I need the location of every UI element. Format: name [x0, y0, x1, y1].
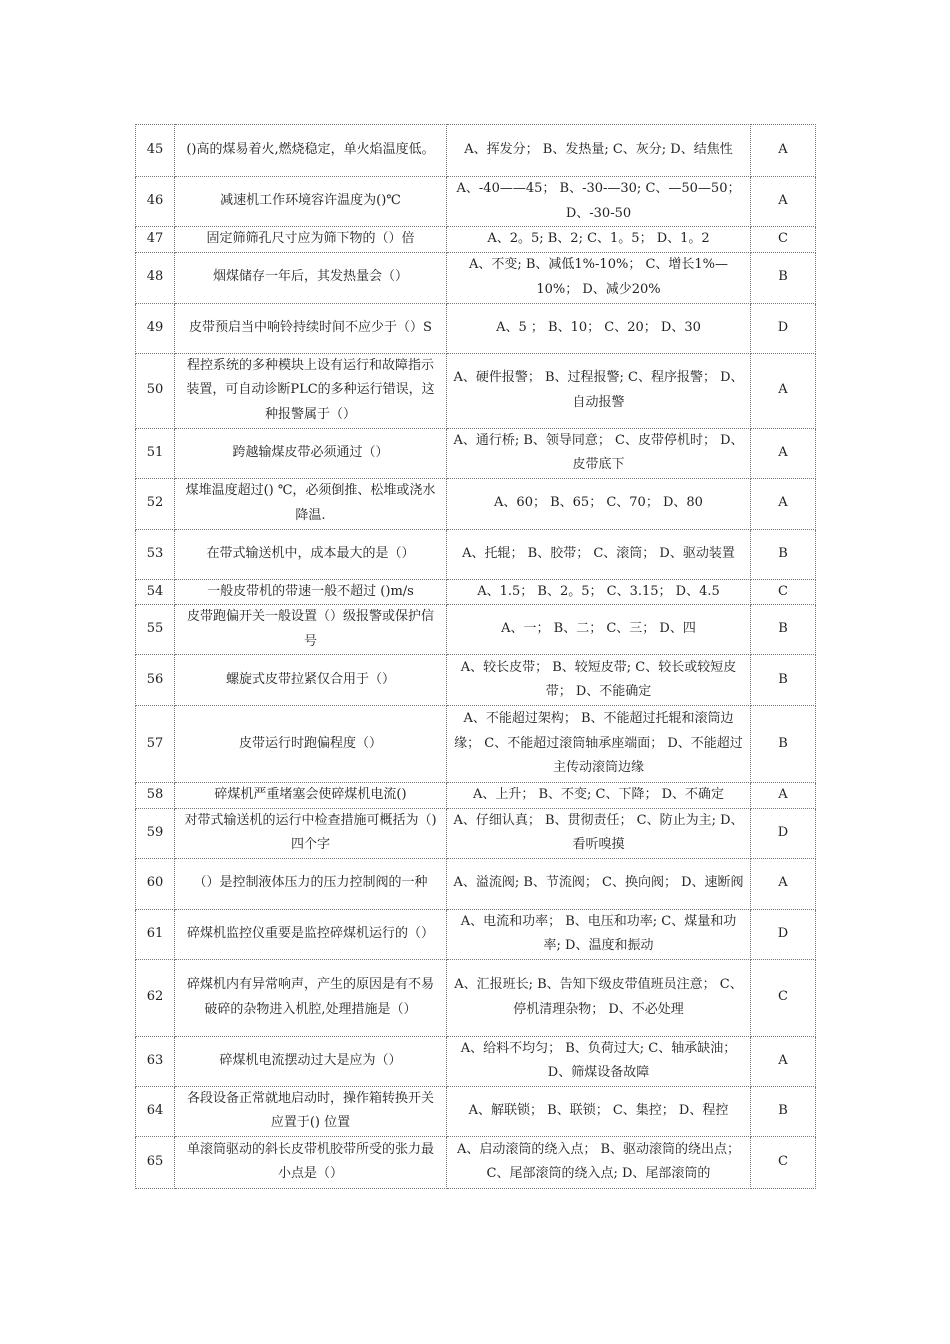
table-row — [136, 1086, 816, 1136]
question-text: 螺旋式皮带拉紧仅合用于（） — [175, 655, 447, 706]
question-number: 45 — [136, 125, 175, 177]
answer-options: A、仔细认真； B、贯彻责任； C、防止为主; D、看听嗅摸 — [447, 808, 751, 858]
correct-answer: B — [751, 605, 816, 655]
correct-answer: B — [751, 529, 816, 579]
correct-answer: D — [751, 808, 816, 858]
answer-options: A、上升； B、不变; C、下降； D、不确定 — [447, 783, 751, 809]
correct-answer: B — [751, 1086, 816, 1136]
correct-answer: A — [751, 125, 816, 177]
question-text: 单滚筒驱动的斜长皮带机胶带所受的张力最小点是（） — [175, 1136, 447, 1188]
question-number: 50 — [136, 353, 175, 428]
answer-options: A、5 ； B、10； C、20； D、30 — [447, 303, 751, 353]
question-text: 对带式输送机的运行中检查措施可概括为（)四个字 — [175, 808, 447, 858]
answer-options: A、不变; B、减低1%-10%； C、增长1%—10%； D、减少20% — [447, 252, 751, 303]
table-row — [136, 579, 816, 605]
question-text: 各段设备正常就地启动时，操作箱转换开关应置于() 位置 — [175, 1086, 447, 1136]
question-text: 煤堆温度超过() ℃，必须倒推、松堆或浇水降温. — [175, 478, 447, 529]
question-number: 47 — [136, 227, 175, 253]
correct-answer: A — [751, 783, 816, 809]
correct-answer: A — [751, 858, 816, 909]
question-number: 61 — [136, 909, 175, 959]
question-text: 烟煤储存一年后，其发热量会（） — [175, 252, 447, 303]
table-row — [136, 125, 816, 177]
table-row — [136, 428, 816, 478]
correct-answer: C — [751, 227, 816, 253]
table-row — [136, 655, 816, 706]
question-number: 60 — [136, 858, 175, 909]
table-row — [136, 1136, 816, 1188]
question-number: 48 — [136, 252, 175, 303]
table-row — [136, 529, 816, 579]
table-body — [136, 125, 816, 1189]
table-row — [136, 858, 816, 909]
question-number: 59 — [136, 808, 175, 858]
question-number: 57 — [136, 706, 175, 783]
table-row — [136, 353, 816, 428]
question-text: 碎煤机电流摆动过大是应为（） — [175, 1036, 447, 1086]
correct-answer: A — [751, 1036, 816, 1086]
question-text: 减速机工作环境容许温度为()℃ — [175, 177, 447, 227]
table-row — [136, 808, 816, 858]
answer-options: A、挥发分； B、发热量; C、灰分; D、结焦性 — [447, 125, 751, 177]
question-text: 皮带预启当中响铃持续时间不应少于（）S — [175, 303, 447, 353]
question-table — [135, 124, 816, 1189]
answer-options: A、不能超过架构； B、不能超过托辊和滚筒边缘； C、不能超过滚筒轴承座端面； D、不能超过主传动滚筒边缘 — [447, 706, 751, 783]
answer-options: A、较长皮带； B、较短皮带; C、较长或较短皮带； D、不能确定 — [447, 655, 751, 706]
correct-answer: C — [751, 959, 816, 1036]
question-text: 碎煤机监控仪重要是监控碎煤机运行的（） — [175, 909, 447, 959]
table-row — [136, 605, 816, 655]
question-number: 52 — [136, 478, 175, 529]
table-row — [136, 909, 816, 959]
question-text: 皮带运行时跑偏程度（） — [175, 706, 447, 783]
question-number: 62 — [136, 959, 175, 1036]
correct-answer: D — [751, 303, 816, 353]
correct-answer: A — [751, 353, 816, 428]
question-number: 65 — [136, 1136, 175, 1188]
question-text: ()高的煤易着火,燃烧稳定，单火焰温度低。 — [175, 125, 447, 177]
answer-options: A、通行桥; B、领导同意； C、皮带停机时； D、皮带底下 — [447, 428, 751, 478]
correct-answer: B — [751, 252, 816, 303]
question-number: 51 — [136, 428, 175, 478]
question-number: 64 — [136, 1086, 175, 1136]
answer-options: A、-40——45； B、-30-—30; C、—50—50； D、-30-50 — [447, 177, 751, 227]
answer-options: A、电流和功率； B、电压和功率; C、煤量和功率; D、温度和振动 — [447, 909, 751, 959]
question-number: 55 — [136, 605, 175, 655]
answer-options: A、硬件报警； B、过程报警; C、程序报警； D、自动报警 — [447, 353, 751, 428]
question-text: 碎煤机内有异常响声，产生的原因是有不易破碎的杂物进入机腔,处理措施是（） — [175, 959, 447, 1036]
question-text: （）是控制液体压力的压力控制阀的一种 — [175, 858, 447, 909]
question-number: 56 — [136, 655, 175, 706]
correct-answer: C — [751, 579, 816, 605]
question-text: 在带式输送机中，成本最大的是（） — [175, 529, 447, 579]
answer-options: A、1.5； B、2。5； C、3.15； D、4.5 — [447, 579, 751, 605]
answer-options: A、一； B、二； C、三； D、四 — [447, 605, 751, 655]
table-row — [136, 478, 816, 529]
table-row — [136, 783, 816, 809]
table-row — [136, 177, 816, 227]
correct-answer: A — [751, 177, 816, 227]
table-row — [136, 959, 816, 1036]
table-row — [136, 1036, 816, 1086]
table-row — [136, 303, 816, 353]
answer-options: A、溢流阀; B、节流阀； C、换向阀； D、速断阀 — [447, 858, 751, 909]
table-row — [136, 252, 816, 303]
question-number: 46 — [136, 177, 175, 227]
answer-options: A、60； B、65； C、70； D、80 — [447, 478, 751, 529]
answer-options: A、汇报班长; B、告知下级皮带值班员注意； C、停机清理杂物； D、不必处理 — [447, 959, 751, 1036]
table-row — [136, 227, 816, 253]
answer-options: A、启动滚筒的绕入点； B、驱动滚筒的绕出点； C、尾部滚筒的绕入点; D、尾部滚筒的 — [447, 1136, 751, 1188]
question-text: 一般皮带机的带速一般不超过 ()m/s — [175, 579, 447, 605]
question-text: 固定筛筛孔尺寸应为筛下物的（）倍 — [175, 227, 447, 253]
question-text: 碎煤机严重堵塞会使碎煤机电流() — [175, 783, 447, 809]
correct-answer: B — [751, 706, 816, 783]
correct-answer: A — [751, 428, 816, 478]
question-table-container — [135, 124, 815, 1189]
correct-answer: C — [751, 1136, 816, 1188]
question-number: 63 — [136, 1036, 175, 1086]
answer-options: A、2。5; B、2; C、1。5； D、1。2 — [447, 227, 751, 253]
question-text: 跨越输煤皮带必须通过（） — [175, 428, 447, 478]
question-text: 皮带跑偏开关一般设置（）级报警或保护信号 — [175, 605, 447, 655]
correct-answer: B — [751, 655, 816, 706]
question-number: 58 — [136, 783, 175, 809]
answer-options: A、解联锁； B、联锁； C、集控； D、程控 — [447, 1086, 751, 1136]
table-row — [136, 706, 816, 783]
correct-answer: D — [751, 909, 816, 959]
correct-answer: A — [751, 478, 816, 529]
question-number: 53 — [136, 529, 175, 579]
question-number: 54 — [136, 579, 175, 605]
question-text: 程控系统的多种模块上设有运行和故障指示装置，可自动诊断PLC的多种运行错误，这种报警属于（） — [175, 353, 447, 428]
answer-options: A、托辊； B、胶带； C、滚筒； D、驱动装置 — [447, 529, 751, 579]
answer-options: A、给料不均匀； B、负荷过大; C、轴承缺油； D、筛煤设备故障 — [447, 1036, 751, 1086]
question-number: 49 — [136, 303, 175, 353]
